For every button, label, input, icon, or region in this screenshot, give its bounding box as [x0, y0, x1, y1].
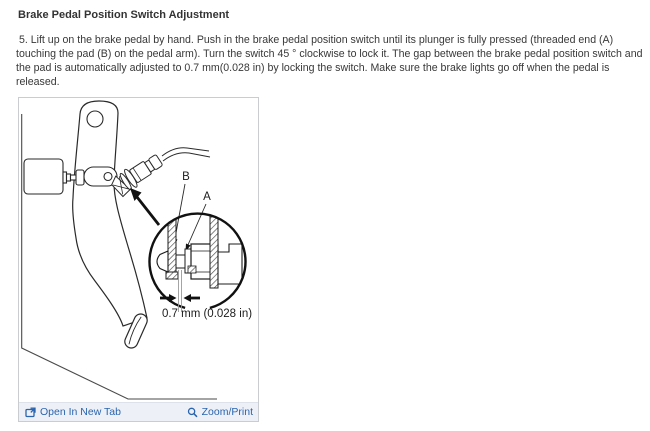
switch-wires	[163, 153, 210, 161]
gap-dimension-text: 0.7 mm (0.028 in)	[161, 308, 253, 320]
arm-cone	[157, 251, 168, 272]
label-b: B	[182, 171, 190, 183]
pivot-hole	[87, 111, 103, 127]
page-title: Brake Pedal Position Switch Adjustment	[18, 9, 230, 21]
callout-labels	[173, 171, 212, 252]
instruction-step-text: 5. Lift up on the brake pedal by hand. Push in the brake pedal position switch until its plunger is fully pressed (threaded end (A) touching the pad (B) on the pedal arm). Turn the switch 45 ° clockwise to lock it. The gap between the brake pedal position switch and the pad is automatically adjusted to 0.7 mm(0.028 in) by locking the switch. Make sure the brake lights go off when the pedal is released.	[16, 34, 646, 88]
zoom-print-link[interactable]	[187, 406, 253, 418]
pad-plate	[168, 219, 176, 279]
callout-arrow	[130, 188, 159, 225]
magnifier-icon	[187, 407, 198, 418]
figure-footer-bar	[19, 402, 258, 421]
pad-foot	[166, 272, 178, 279]
open-in-new-tab-link[interactable]	[25, 406, 121, 418]
right-flange	[218, 244, 242, 284]
zoom-print-label: Zoom/Print	[201, 406, 253, 418]
switch-wires	[162, 148, 209, 156]
position-switch	[109, 148, 210, 198]
label-a: A	[203, 191, 211, 203]
plunger-tip	[176, 255, 185, 268]
figure-panel	[18, 97, 259, 422]
brake-pedal-diagram	[19, 98, 258, 402]
thread-bite	[188, 266, 196, 273]
pedal-arm	[73, 101, 150, 350]
bracket-strip	[210, 216, 218, 288]
open-in-new-tab-icon	[25, 407, 36, 418]
open-in-new-tab-label: Open In New Tab	[40, 406, 121, 418]
